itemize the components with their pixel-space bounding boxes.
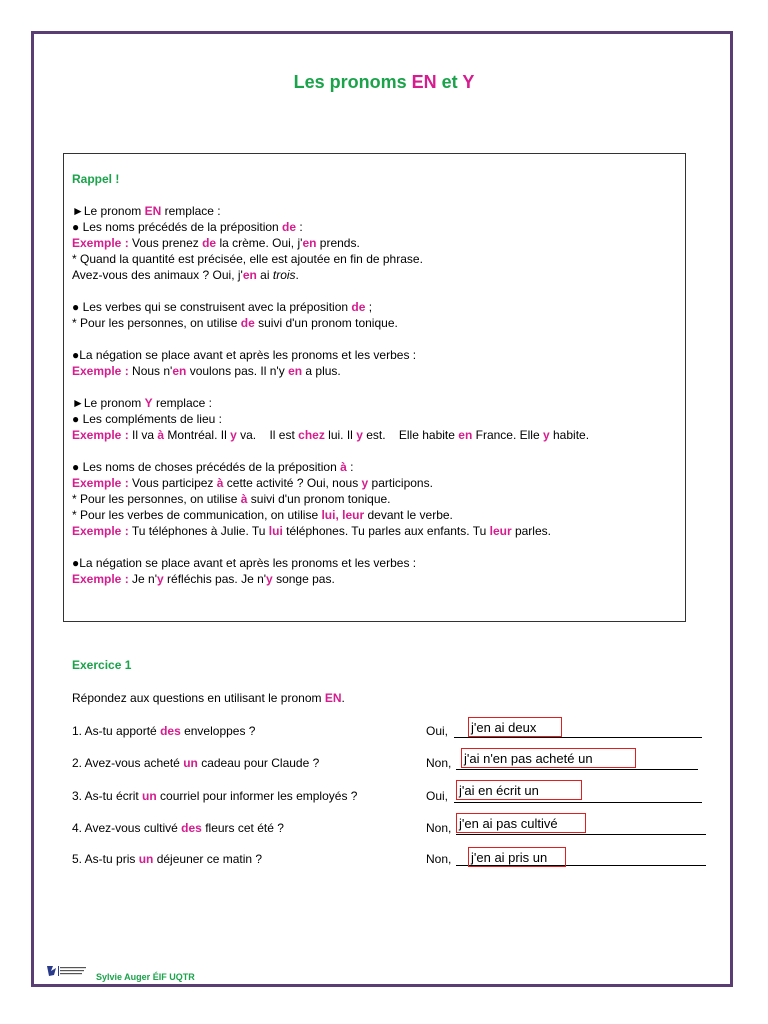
y-note-1: * Pour les personnes, on utilise à suivi d'un pronom tonique.	[72, 492, 391, 506]
y-things-section	[72, 459, 682, 539]
y-negation-section	[72, 555, 682, 587]
en-verbs-section	[72, 299, 682, 331]
school-logo-icon	[45, 964, 89, 978]
en-bullet-1: ● Les noms précédés de la préposition de :	[72, 220, 303, 234]
answer-field-4[interactable]: j'en ai pas cultivé	[456, 813, 586, 833]
en-intro: ►Le pronom EN remplace :	[72, 204, 221, 218]
en-negation-section	[72, 347, 682, 379]
y-note-2: * Pour les verbes de communication, on utilise lui, leur devant le verbe.	[72, 508, 453, 522]
question-3: 3. As-tu écrit un courriel pour informer les employés ?	[72, 789, 358, 803]
answer-field-1[interactable]: j'en ai deux	[468, 717, 562, 737]
answer-prefix-4: Non,	[426, 821, 452, 835]
y-bullet-1: ● Les compléments de lieu :	[72, 412, 222, 426]
y-bullet-2: ● Les noms de choses précédés de la préposition à :	[72, 460, 354, 474]
answer-prefix-3: Oui,	[426, 789, 449, 803]
en-negation: ●La négation se place avant et après les pronoms et les verbes :	[72, 348, 417, 362]
page-title: Les pronoms EN et Y	[293, 72, 475, 92]
question-4: 4. Avez-vous cultivé des fleurs cet été ?	[72, 821, 284, 835]
recall-heading: Rappel !	[72, 172, 120, 186]
exercise-instruction: Répondez aux questions en utilisant le pronom EN.	[72, 691, 345, 705]
en-note-2: Avez-vous des animaux ? Oui, j'en ai trois.	[72, 268, 299, 282]
en-negation-example: Exemple : Nous n'en voulons pas. Il n'y en a plus.	[72, 364, 341, 378]
y-negation-example: Exemple : Je n'y réfléchis pas. Je n'y songe pas.	[72, 572, 335, 586]
answer-field-2[interactable]: j'ai n'en pas acheté un	[461, 748, 636, 768]
question-1: 1. As-tu apporté des enveloppes ?	[72, 724, 256, 738]
answer-prefix-2: Non,	[426, 756, 452, 770]
en-example-1: Exemple : Vous prenez de la crème. Oui, j'en prends.	[72, 236, 360, 250]
y-section	[72, 395, 682, 443]
y-example-1: Exemple : Il va à Montréal. Il y va. Il est chez lui. Il y est. Elle habite en France. Elle y habite.	[72, 428, 590, 442]
en-section	[72, 203, 682, 283]
answer-line-4	[456, 834, 706, 835]
en-bullet-2-note: * Pour les personnes, on utilise de suivi d'un pronom tonique.	[72, 316, 398, 330]
exercise-title: Exercice 1	[72, 658, 132, 672]
answer-line-2	[456, 769, 698, 770]
en-note-1: * Quand la quantité est précisée, elle est ajoutée en fin de phrase.	[72, 252, 423, 266]
answer-line-3	[454, 802, 702, 803]
answer-field-3[interactable]: j'ai en écrit un	[456, 780, 582, 800]
footer-credit: Sylvie Auger ÉIF UQTR	[96, 972, 195, 982]
y-example-2: Exemple : Vous participez à cette activité ? Oui, nous y participons.	[72, 476, 433, 490]
answer-prefix-1: Oui,	[426, 724, 449, 738]
y-intro: ►Le pronom Y remplace :	[72, 396, 212, 410]
en-bullet-2: ● Les verbes qui se construisent avec la préposition de ;	[72, 300, 373, 314]
answer-prefix-5: Non,	[426, 852, 452, 866]
answer-field-5[interactable]: j'en ai pris un	[468, 847, 566, 867]
y-negation: ●La négation se place avant et après les pronoms et les verbes :	[72, 556, 417, 570]
recall-content	[72, 171, 682, 603]
question-2: 2. Avez-vous acheté un cadeau pour Claude ?	[72, 756, 320, 770]
question-5: 5. As-tu pris un déjeuner ce matin ?	[72, 852, 263, 866]
y-example-3: Exemple : Tu téléphones à Julie. Tu lui téléphones. Tu parles aux enfants. Tu leur parles.	[72, 524, 551, 538]
